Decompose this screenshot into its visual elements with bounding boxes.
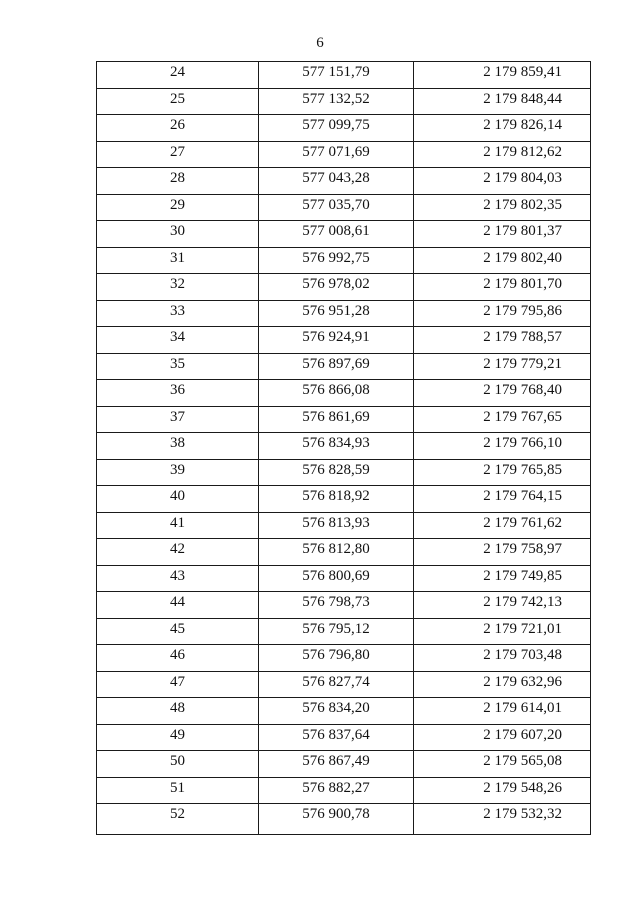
point-number-cell: 41: [97, 512, 259, 539]
y-coordinate-cell: 2 179 826,14: [414, 115, 591, 142]
point-number-cell: 49: [97, 724, 259, 751]
y-coordinate-cell: 2 179 765,85: [414, 459, 591, 486]
table-row: [97, 115, 591, 142]
x-coordinate-cell: 576 897,69: [259, 353, 414, 380]
point-number-cell: 51: [97, 777, 259, 804]
x-coordinate-cell: 576 798,73: [259, 592, 414, 619]
point-number-cell: 25: [97, 88, 259, 115]
point-number-cell: 31: [97, 247, 259, 274]
x-coordinate-cell: 576 882,27: [259, 777, 414, 804]
point-number-cell: 24: [97, 62, 259, 89]
y-coordinate-cell: 2 179 766,10: [414, 433, 591, 460]
x-coordinate-cell: 577 008,61: [259, 221, 414, 248]
x-coordinate-cell: 576 828,59: [259, 459, 414, 486]
x-coordinate-cell: 576 861,69: [259, 406, 414, 433]
table-row: [97, 512, 591, 539]
x-coordinate-cell: 576 812,80: [259, 539, 414, 566]
table-row: [97, 221, 591, 248]
y-coordinate-cell: 2 179 607,20: [414, 724, 591, 751]
point-number-cell: 30: [97, 221, 259, 248]
y-coordinate-cell: 2 179 764,15: [414, 486, 591, 513]
page-number: 6: [316, 35, 324, 51]
y-coordinate-cell: 2 179 614,01: [414, 698, 591, 725]
x-coordinate-cell: 576 900,78: [259, 804, 414, 835]
point-number-cell: 45: [97, 618, 259, 645]
table-row: [97, 380, 591, 407]
table-row: [97, 274, 591, 301]
x-coordinate-cell: 576 834,93: [259, 433, 414, 460]
table-row: [97, 433, 591, 460]
table-row: [97, 459, 591, 486]
point-number-cell: 40: [97, 486, 259, 513]
table-row: [97, 724, 591, 751]
x-coordinate-cell: 576 924,91: [259, 327, 414, 354]
y-coordinate-cell: 2 179 779,21: [414, 353, 591, 380]
point-number-cell: 38: [97, 433, 259, 460]
y-coordinate-cell: 2 179 632,96: [414, 671, 591, 698]
x-coordinate-cell: 577 099,75: [259, 115, 414, 142]
point-number-cell: 50: [97, 751, 259, 778]
table-row: [97, 168, 591, 195]
y-coordinate-cell: 2 179 721,01: [414, 618, 591, 645]
point-number-cell: 39: [97, 459, 259, 486]
y-coordinate-cell: 2 179 795,86: [414, 300, 591, 327]
x-coordinate-cell: 577 071,69: [259, 141, 414, 168]
point-number-cell: 28: [97, 168, 259, 195]
y-coordinate-cell: 2 179 801,70: [414, 274, 591, 301]
x-coordinate-cell: 576 800,69: [259, 565, 414, 592]
y-coordinate-cell: 2 179 742,13: [414, 592, 591, 619]
point-number-cell: 48: [97, 698, 259, 725]
point-number-cell: 37: [97, 406, 259, 433]
table-row: [97, 804, 591, 835]
x-coordinate-cell: 576 978,02: [259, 274, 414, 301]
table-row: [97, 486, 591, 513]
x-coordinate-cell: 576 796,80: [259, 645, 414, 672]
point-number-cell: 47: [97, 671, 259, 698]
y-coordinate-cell: 2 179 848,44: [414, 88, 591, 115]
x-coordinate-cell: 577 151,79: [259, 62, 414, 89]
table-row: [97, 141, 591, 168]
y-coordinate-cell: 2 179 565,08: [414, 751, 591, 778]
y-coordinate-cell: 2 179 768,40: [414, 380, 591, 407]
table-row: [97, 406, 591, 433]
point-number-cell: 52: [97, 804, 259, 835]
x-coordinate-cell: 577 035,70: [259, 194, 414, 221]
table-row: [97, 698, 591, 725]
table-row: [97, 618, 591, 645]
x-coordinate-cell: 576 867,49: [259, 751, 414, 778]
y-coordinate-cell: 2 179 788,57: [414, 327, 591, 354]
coordinates-table: [96, 61, 591, 835]
x-coordinate-cell: 577 132,52: [259, 88, 414, 115]
point-number-cell: 44: [97, 592, 259, 619]
y-coordinate-cell: 2 179 767,65: [414, 406, 591, 433]
x-coordinate-cell: 576 813,93: [259, 512, 414, 539]
point-number-cell: 26: [97, 115, 259, 142]
table-row: [97, 327, 591, 354]
y-coordinate-cell: 2 179 703,48: [414, 645, 591, 672]
table-row: [97, 539, 591, 566]
x-coordinate-cell: 576 837,64: [259, 724, 414, 751]
y-coordinate-cell: 2 179 812,62: [414, 141, 591, 168]
y-coordinate-cell: 2 179 802,40: [414, 247, 591, 274]
x-coordinate-cell: 576 818,92: [259, 486, 414, 513]
y-coordinate-cell: 2 179 761,62: [414, 512, 591, 539]
point-number-cell: 35: [97, 353, 259, 380]
point-number-cell: 46: [97, 645, 259, 672]
point-number-cell: 42: [97, 539, 259, 566]
table-row: [97, 645, 591, 672]
table-row: [97, 565, 591, 592]
table-row: [97, 300, 591, 327]
table-row: [97, 777, 591, 804]
point-number-cell: 27: [97, 141, 259, 168]
table-row: [97, 62, 591, 89]
point-number-cell: 36: [97, 380, 259, 407]
table-row: [97, 353, 591, 380]
coordinates-table-body: [97, 62, 591, 835]
point-number-cell: 29: [97, 194, 259, 221]
x-coordinate-cell: 576 834,20: [259, 698, 414, 725]
x-coordinate-cell: 576 992,75: [259, 247, 414, 274]
x-coordinate-cell: 576 866,08: [259, 380, 414, 407]
y-coordinate-cell: 2 179 801,37: [414, 221, 591, 248]
point-number-cell: 43: [97, 565, 259, 592]
y-coordinate-cell: 2 179 532,32: [414, 804, 591, 835]
point-number-cell: 32: [97, 274, 259, 301]
y-coordinate-cell: 2 179 749,85: [414, 565, 591, 592]
y-coordinate-cell: 2 179 548,26: [414, 777, 591, 804]
point-number-cell: 33: [97, 300, 259, 327]
table-row: [97, 751, 591, 778]
table-row: [97, 88, 591, 115]
y-coordinate-cell: 2 179 802,35: [414, 194, 591, 221]
x-coordinate-cell: 576 795,12: [259, 618, 414, 645]
table-row: [97, 592, 591, 619]
table-row: [97, 194, 591, 221]
x-coordinate-cell: 577 043,28: [259, 168, 414, 195]
y-coordinate-cell: 2 179 804,03: [414, 168, 591, 195]
point-number-cell: 34: [97, 327, 259, 354]
y-coordinate-cell: 2 179 758,97: [414, 539, 591, 566]
x-coordinate-cell: 576 827,74: [259, 671, 414, 698]
y-coordinate-cell: 2 179 859,41: [414, 62, 591, 89]
x-coordinate-cell: 576 951,28: [259, 300, 414, 327]
table-row: [97, 247, 591, 274]
table-row: [97, 671, 591, 698]
